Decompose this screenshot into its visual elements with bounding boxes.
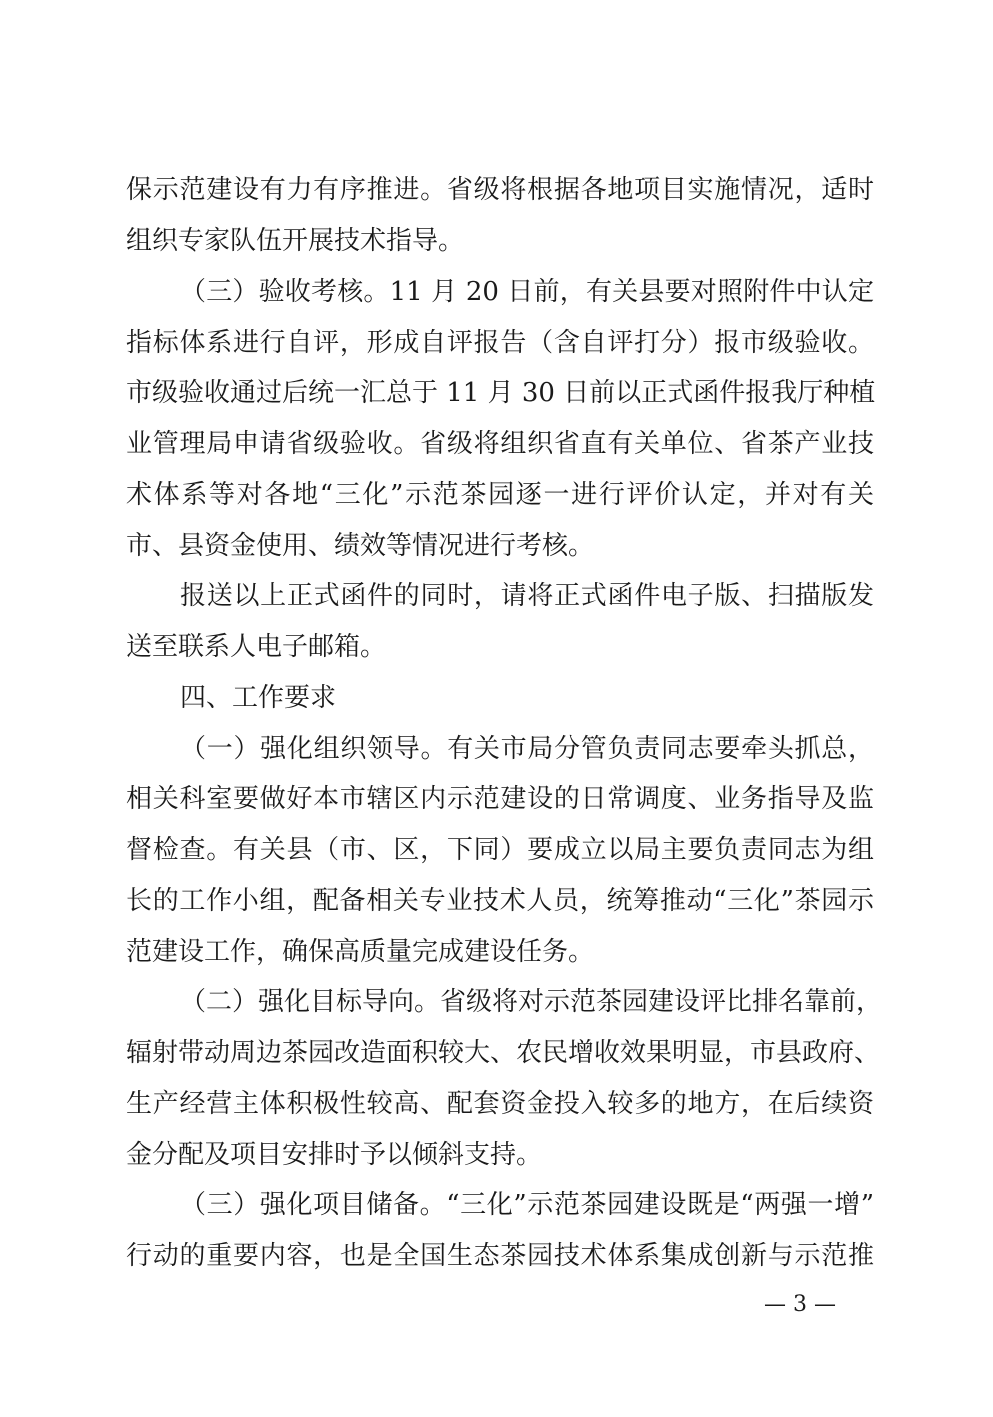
section-heading-line: （一）强化组织领导。有关市局分管负责同志要牵头抓总， — [180, 734, 874, 764]
section-heading-line: （三）强化项目储备。“三化”示范茶园建设既是“两强一增” — [180, 1190, 874, 1220]
paragraph-line: 行动的重要内容，也是全国生态茶园技术体系集成创新与示范推 — [126, 1241, 874, 1271]
paragraph-line: 送至联系人电子邮箱。 — [126, 632, 387, 662]
paragraph-line: 业管理局申请省级验收。省级将组织省直有关单位、省茶产业技 — [126, 429, 874, 459]
section-heading-line: （三）验收考核。11 月 20 日前，有关县要对照附件中认定 — [180, 277, 874, 307]
paragraph-line: 市、县资金使用、绩效等情况进行考核。 — [126, 531, 595, 561]
paragraph-line: 组织专家队伍开展技术指导。 — [126, 226, 465, 256]
paragraph-line: 范建设工作，确保高质量完成建设任务。 — [126, 937, 595, 967]
paragraph-line: 指标体系进行自评，形成自评报告（含自评打分）报市级验收。 — [126, 328, 874, 358]
paragraph-line: 保示范建设有力有序推进。省级将根据各地项目实施情况，适时 — [126, 175, 874, 205]
page-number: — 3 — — [764, 1292, 836, 1317]
paragraph-line: 长的工作小组，配备相关专业技术人员，统筹推动“三化”茶园示 — [126, 886, 874, 916]
paragraph-line: 相关科室要做好本市辖区内示范建设的日常调度、业务指导及监 — [126, 784, 874, 814]
section-heading-line: （二）强化目标导向。省级将对示范茶园建设评比排名靠前， — [180, 987, 883, 1017]
paragraph-line: 金分配及项目安排时予以倾斜支持。 — [126, 1140, 543, 1170]
paragraph-line: 辐射带动周边茶园改造面积较大、农民增收效果明显，市县政府、 — [126, 1038, 881, 1068]
paragraph-line: 术体系等对各地“三化”示范茶园逐一进行评价认定，并对有关 — [126, 480, 874, 510]
paragraph-line: 督检查。有关县（市、区，下同）要成立以局主要负责同志为组 — [126, 835, 874, 865]
paragraph-line: 生产经营主体积极性较高、配套资金投入较多的地方，在后续资 — [126, 1089, 874, 1119]
paragraph-line: 市级验收通过后统一汇总于 11 月 30 日前以正式函件报我厅种植 — [126, 378, 876, 408]
section-title: 四、工作要求 — [180, 683, 337, 713]
paragraph-line: 报送以上正式函件的同时，请将正式函件电子版、扫描版发 — [180, 581, 874, 611]
